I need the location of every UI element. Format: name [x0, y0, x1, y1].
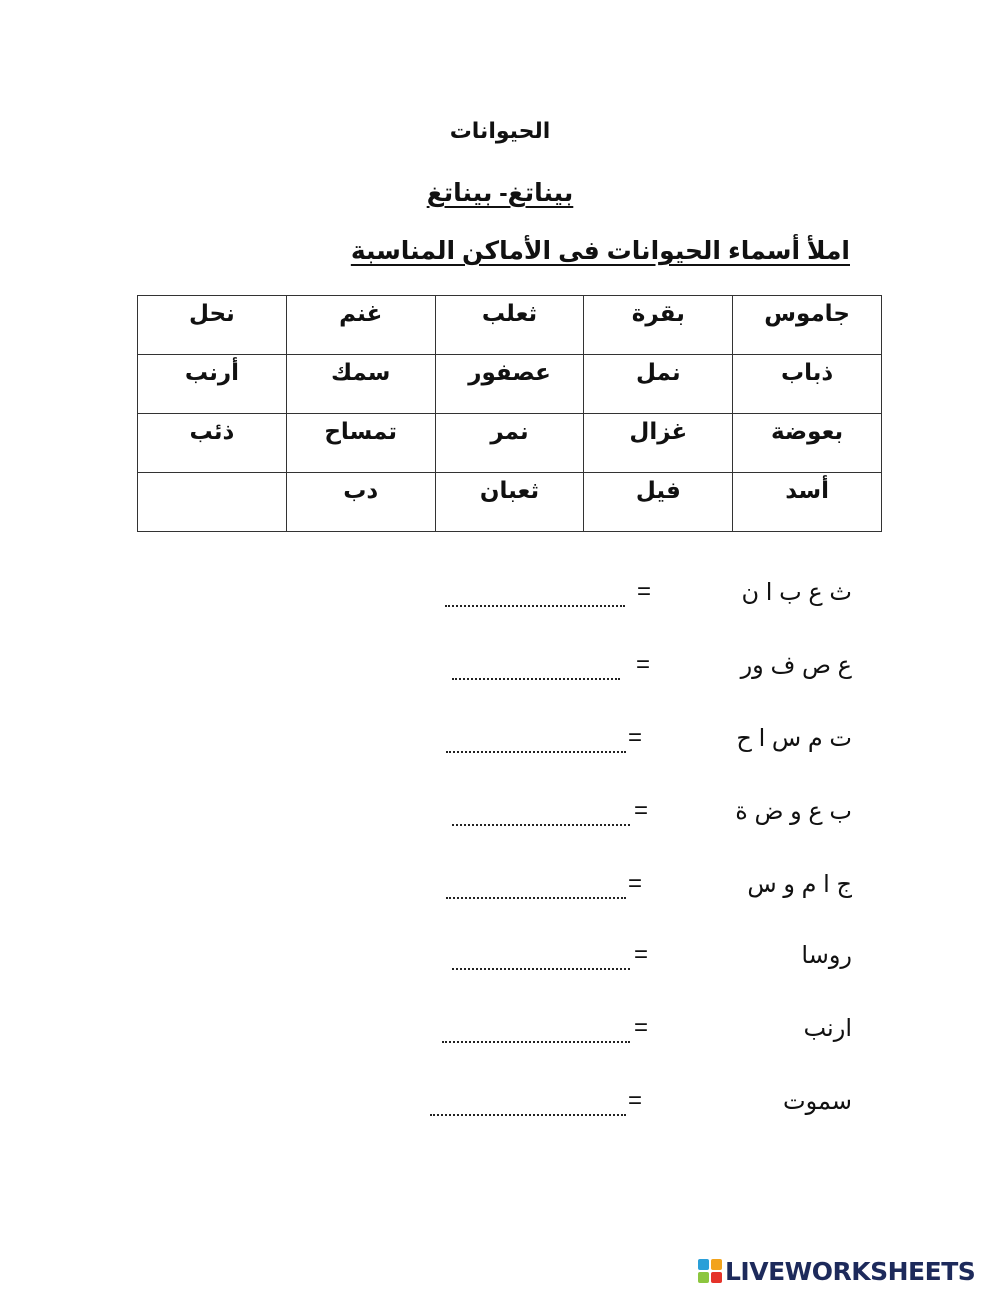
equals-sign: = — [628, 1087, 643, 1114]
scrambled-letters: ارنب — [803, 1015, 852, 1042]
answer-blank[interactable] — [452, 824, 630, 826]
answer-blank[interactable] — [442, 1041, 630, 1043]
answer-blank[interactable] — [446, 751, 626, 753]
scrambled-letters: ج ا م و س — [747, 871, 852, 898]
brand-name: LIVEWORKSHEETS — [725, 1256, 976, 1286]
scrambled-letters: ت م س ا ح — [736, 725, 852, 752]
table-row — [138, 414, 882, 473]
exercise-row — [0, 797, 1000, 837]
table-row — [138, 296, 882, 355]
table-cell-empty — [138, 473, 287, 532]
page-title: الحيوانات — [449, 118, 551, 143]
table-cell: بقرة — [584, 296, 733, 355]
table-cell: فيل — [584, 473, 733, 532]
exercise-row — [0, 1087, 1000, 1127]
equals-sign: = — [634, 1014, 649, 1041]
table-row — [138, 473, 882, 532]
table-cell: غنم — [286, 296, 435, 355]
exercise-row — [0, 870, 1000, 910]
exercise-row — [0, 941, 1000, 981]
table-cell: بعوضة — [733, 414, 882, 473]
answer-blank[interactable] — [446, 897, 626, 899]
table-cell: ذباب — [733, 355, 882, 414]
scrambled-letters: ث ع ب ا ن — [741, 579, 852, 606]
answer-blank[interactable] — [445, 605, 625, 607]
table-cell: نحل — [138, 296, 287, 355]
scrambled-letters: ب ع و ض ة — [735, 798, 852, 825]
table-cell: أسد — [733, 473, 882, 532]
scrambled-letters: روسا — [801, 942, 852, 969]
liveworksheets-brand — [698, 1256, 975, 1286]
table-cell: نمر — [435, 414, 584, 473]
page-subtitle: بيناتغ- بيناتغ — [426, 179, 574, 207]
table-row — [138, 355, 882, 414]
table-cell: غزال — [584, 414, 733, 473]
table-cell: تمساح — [286, 414, 435, 473]
equals-sign: = — [637, 578, 652, 605]
exercise-row — [0, 724, 1000, 764]
table-cell: سمك — [286, 355, 435, 414]
answer-blank[interactable] — [452, 968, 630, 970]
table-cell: أرنب — [138, 355, 287, 414]
answer-blank[interactable] — [430, 1114, 626, 1116]
table-cell: دب — [286, 473, 435, 532]
table-cell: ذئب — [138, 414, 287, 473]
table-cell: نمل — [584, 355, 733, 414]
table-cell: عصفور — [435, 355, 584, 414]
table-cell: جاموس — [733, 296, 882, 355]
scrambled-letters: سموت — [783, 1088, 852, 1115]
liveworksheets-logo-icon — [698, 1259, 722, 1283]
table-cell: ثعلب — [435, 296, 584, 355]
equals-sign: = — [634, 797, 649, 824]
equals-sign: = — [628, 724, 643, 751]
exercise-row — [0, 651, 1000, 691]
table-cell: ثعبان — [435, 473, 584, 532]
equals-sign: = — [636, 651, 651, 678]
equals-sign: = — [628, 870, 643, 897]
instruction-text: املأ أسماء الحيوانات فى الأماكن المناسبة — [350, 237, 850, 265]
exercise-row — [0, 578, 1000, 618]
equals-sign: = — [634, 941, 649, 968]
answer-blank[interactable] — [452, 678, 620, 680]
animal-word-table — [137, 295, 882, 532]
exercise-row — [0, 1014, 1000, 1054]
scrambled-letters: ع ص ف ور — [740, 652, 852, 679]
